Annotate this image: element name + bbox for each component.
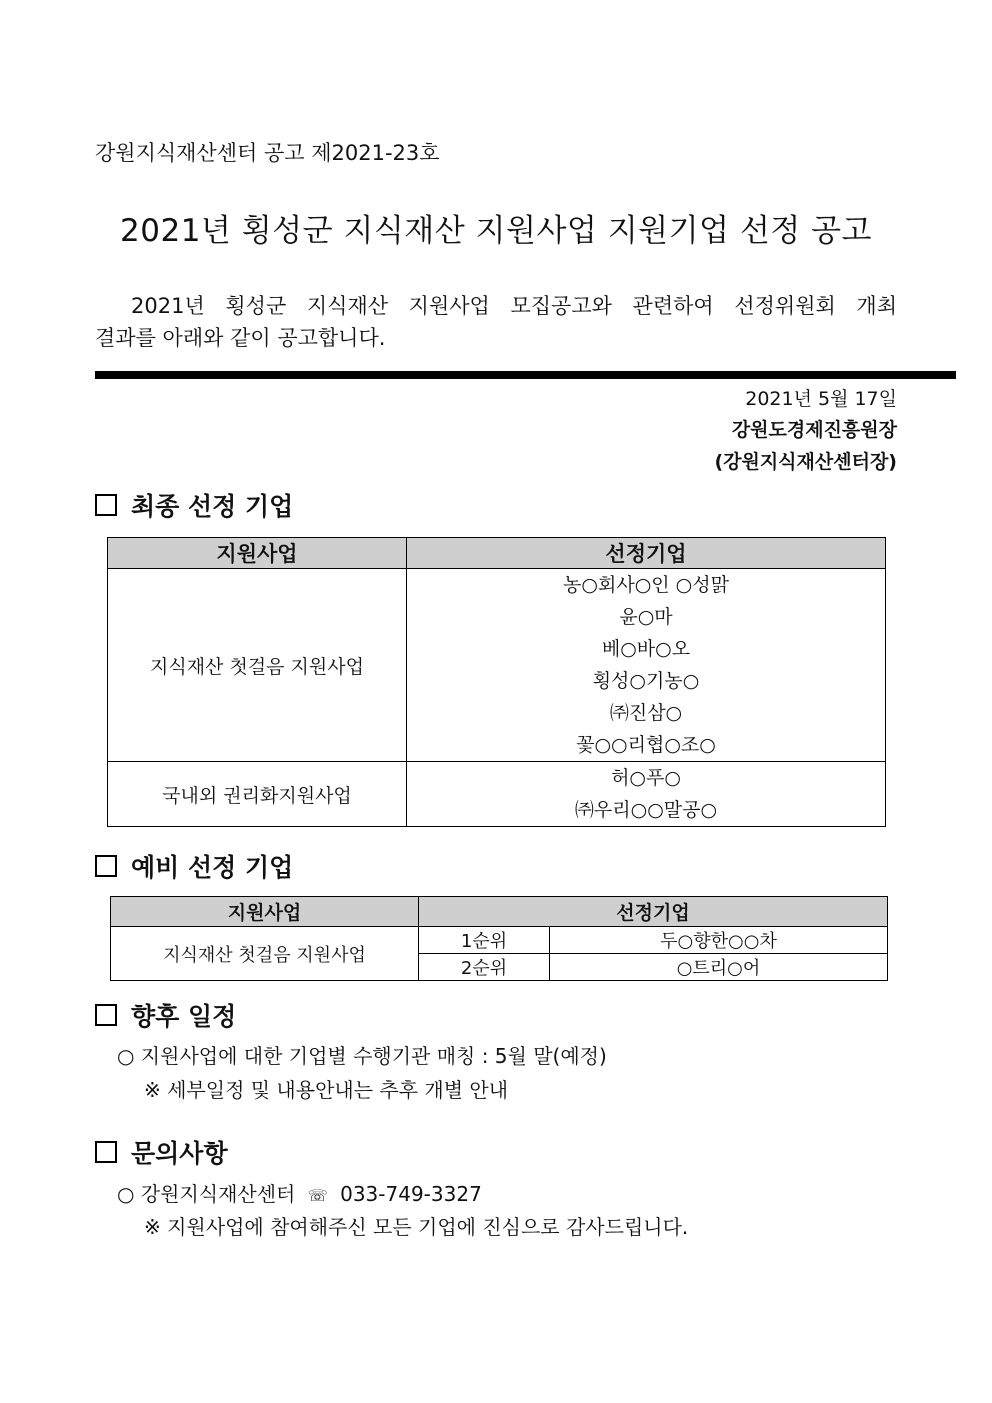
company-name: ㈜진삼○ [609,702,683,724]
program-cell: 지식재산 첫걸음 지원사업 [108,569,407,762]
company-name: 농○회사○인 ○성맑 [563,574,729,596]
col-company: 선정기업 [407,538,886,569]
intro-paragraph [95,290,897,354]
table-row [108,569,886,762]
contact-center: ○ 강원지식재산센터 [117,1182,296,1206]
contact-phone: 033-749-3327 [340,1182,482,1206]
col-program: 지원사업 [108,538,407,569]
company-name: 꽃○○리협○조○ [576,734,716,756]
col-program: 지원사업 [111,897,419,927]
checkbox-square-icon [95,1004,117,1026]
section-final-heading [95,487,293,523]
divider [95,371,956,379]
checkbox-square-icon [95,494,117,516]
company-name: 허○푸○ [611,767,681,789]
intro-line-2: 결과를 아래와 같이 공고합니다. [95,326,386,350]
table-header-row [108,538,886,569]
schedule-note: ※ 세부일정 및 내용안내는 추후 개별 안내 [144,1078,509,1102]
company-name: 윤○마 [619,606,673,628]
company-cell [407,762,886,827]
page-title: 2021년 횡성군 지식재산 지원사업 지원기업 선정 공고 [120,213,872,249]
table-header-row [111,897,888,927]
rank-cell: 2순위 [419,954,550,981]
section-contact-title: 문의사항 [131,1139,228,1168]
table-row [111,927,888,954]
section-reserve-title: 예비 선정 기업 [131,853,294,882]
contact-note: ※ 지원사업에 참여해주신 모든 기업에 진심으로 감사드립니다. [144,1215,689,1239]
checkbox-square-icon [95,855,117,877]
company-name: ㈜우리○○말공○ [574,799,718,821]
phone-icon: ☏ [307,1186,328,1205]
table-row [108,762,886,827]
col-company: 선정기업 [419,897,888,927]
company-name: 베○바○오 [601,638,691,660]
rank-cell: 1순위 [419,927,550,954]
intro-line-1: 2021년 횡성군 지식재산 지원사업 모집공고와 관련하여 선정위원회 개최 [131,294,897,318]
section-final-title: 최종 선정 기업 [131,492,294,521]
notice-number: 강원지식재산센터 공고 제2021-23호 [95,141,440,165]
reserve-selection-table [110,896,888,981]
section-schedule-title: 향후 일정 [131,1002,237,1031]
final-selection-table [107,537,886,827]
company-cell: ○트리○어 [550,954,888,981]
company-cell [407,569,886,762]
schedule-item: ○ 지원사업에 대한 기업별 수행기관 매칭 : 5월 말(예정) [117,1044,607,1068]
program-cell: 국내외 권리화지원사업 [108,762,407,827]
company-cell: 두○향한○○차 [550,927,888,954]
checkbox-square-icon [95,1141,117,1163]
section-reserve-heading [95,848,293,884]
company-name: 횡성○기농○ [592,670,700,692]
issuer: 강원도경제진흥원장 [731,419,897,441]
program-cell: 지식재산 첫걸음 지원사업 [111,927,419,981]
notice-date: 2021년 5월 17일 [745,388,897,410]
section-schedule-heading [95,997,236,1033]
issuer-sub: (강원지식재산센터장) [714,451,897,473]
contact-item [117,1178,482,1207]
section-contact-heading [95,1134,228,1170]
